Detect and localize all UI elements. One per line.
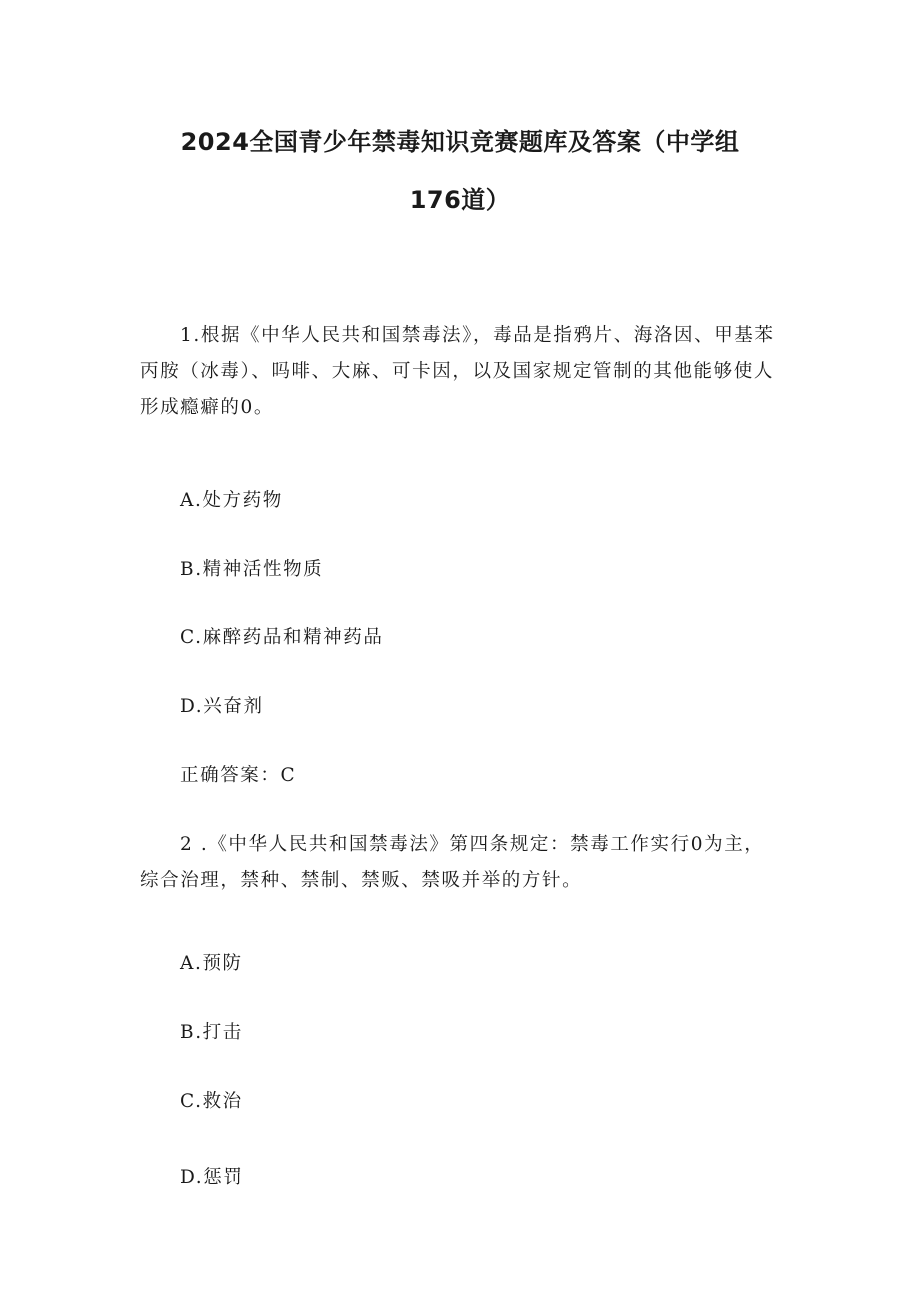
question-2-option-a: A.预防: [180, 953, 243, 974]
question-1-option-b: B.精神活性物质: [180, 559, 324, 580]
question-2-option-d: D.惩罚: [180, 1167, 244, 1188]
question-2-option-b: B.打击: [180, 1022, 243, 1043]
document-title-line-2: 176道）: [409, 186, 511, 214]
question-1-option-c: C.麻醉药品和精神药品: [180, 627, 384, 648]
question-2-option-c: C.救治: [180, 1091, 243, 1112]
document-title-line-1: 2024全国青少年禁毒知识竞赛题库及答案（中学组: [180, 128, 740, 156]
question-2-text: 2 .《中华人民共和国禁毒法》第四条规定：禁毒工作实行0为主，综合治理，禁种、禁制、禁贩、禁吸并举的方针。: [140, 834, 765, 891]
question-1-option-d: D.兴奋剂: [180, 696, 264, 717]
question-1-option-a: A.处方药物: [180, 490, 283, 511]
question-1-answer: 正确答案：C: [180, 765, 297, 786]
question-1-text: 1.根据《中华人民共和国禁毒法》，毒品是指鸦片、海洛因、甲基苯丙胺（冰毒）、吗啡、大麻、可卡因，以及国家规定管制的其他能够使人形成瘾癖的0。: [140, 325, 775, 418]
